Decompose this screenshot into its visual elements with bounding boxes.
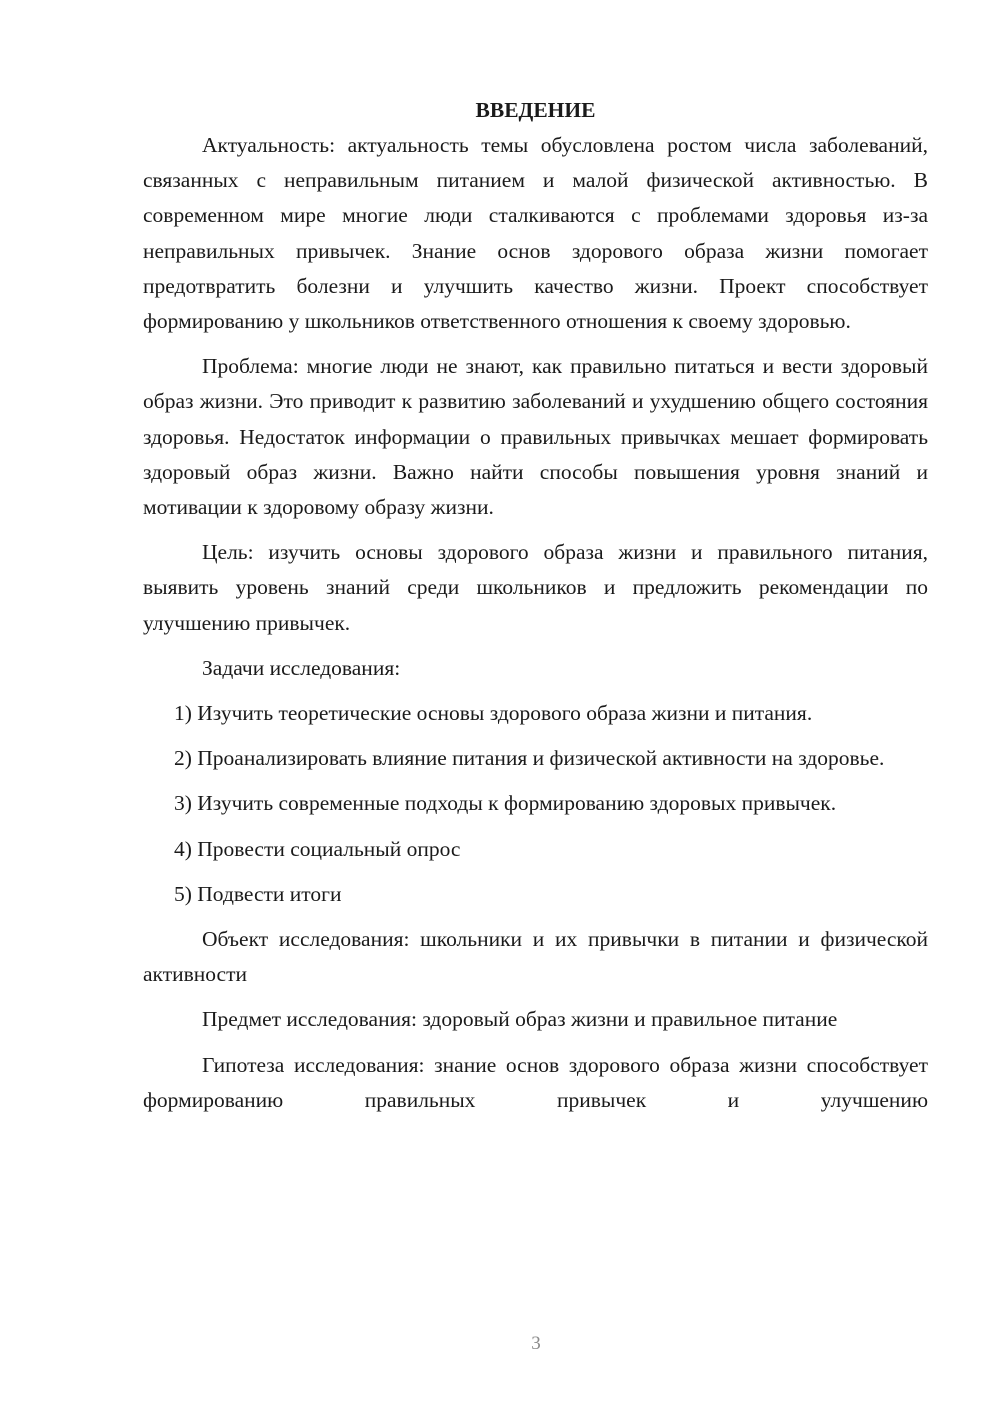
paragraph-subject: Предмет исследования: здоровый образ жизни и правильное питание [202,1007,838,1032]
task-item: 4) Провести социальный опрос [174,836,461,861]
paragraph-problem: Проблема: многие люди не знают, как правильно питаться и вести здоровый образ жизни. Это приводит к развитию заболеваний и ухудшению общего состояния здоровья. Недостаток информации о правильных привычках мешает формировать здоровый образ жизни. Важно найти способы повышения уровня знаний и мотивации к здоровому образу жизни. [143,354,928,520]
task-item: 2) Проанализировать влияние питания и физической активности на здоровье. [174,746,885,771]
task-item: 5) Подвести итоги [174,881,342,906]
tasks-heading: Задачи исследования: [202,655,401,680]
task-item: 1) Изучить теоретические основы здорового образа жизни и питания. [174,701,813,726]
section-title: ВВЕДЕНИЕ [475,98,596,122]
paragraph-relevance: Актуальность: актуальность темы обусловлена ростом числа заболеваний, связанных с неправильным питанием и малой физической активностью. В современном мире многие люди сталкиваются с проблемами здоровья из-за неправильных привычек. Знание основ здорового образа жизни помогает предотвратить болезни и улучшить качество жизни. Проект способствует формированию у школьников ответственного отношения к своему здоровью. [143,133,928,334]
paragraph-hypothesis: Гипотеза исследования: знание основ здорового образа жизни способствует формированию правильных привычек и улучшению [143,1052,928,1112]
paragraph-goal: Цель: изучить основы здорового образа жизни и правильного питания, выявить уровень знаний среди школьников и предложить рекомендации по улучшению привычек. [143,540,928,635]
task-item: 3) Изучить современные подходы к формированию здоровых привычек. [174,791,837,816]
page-number: 3 [531,1333,541,1354]
paragraph-object: Объект исследования: школьники и их привычки в питании и физической активности [143,927,928,987]
page-content [143,93,928,1118]
